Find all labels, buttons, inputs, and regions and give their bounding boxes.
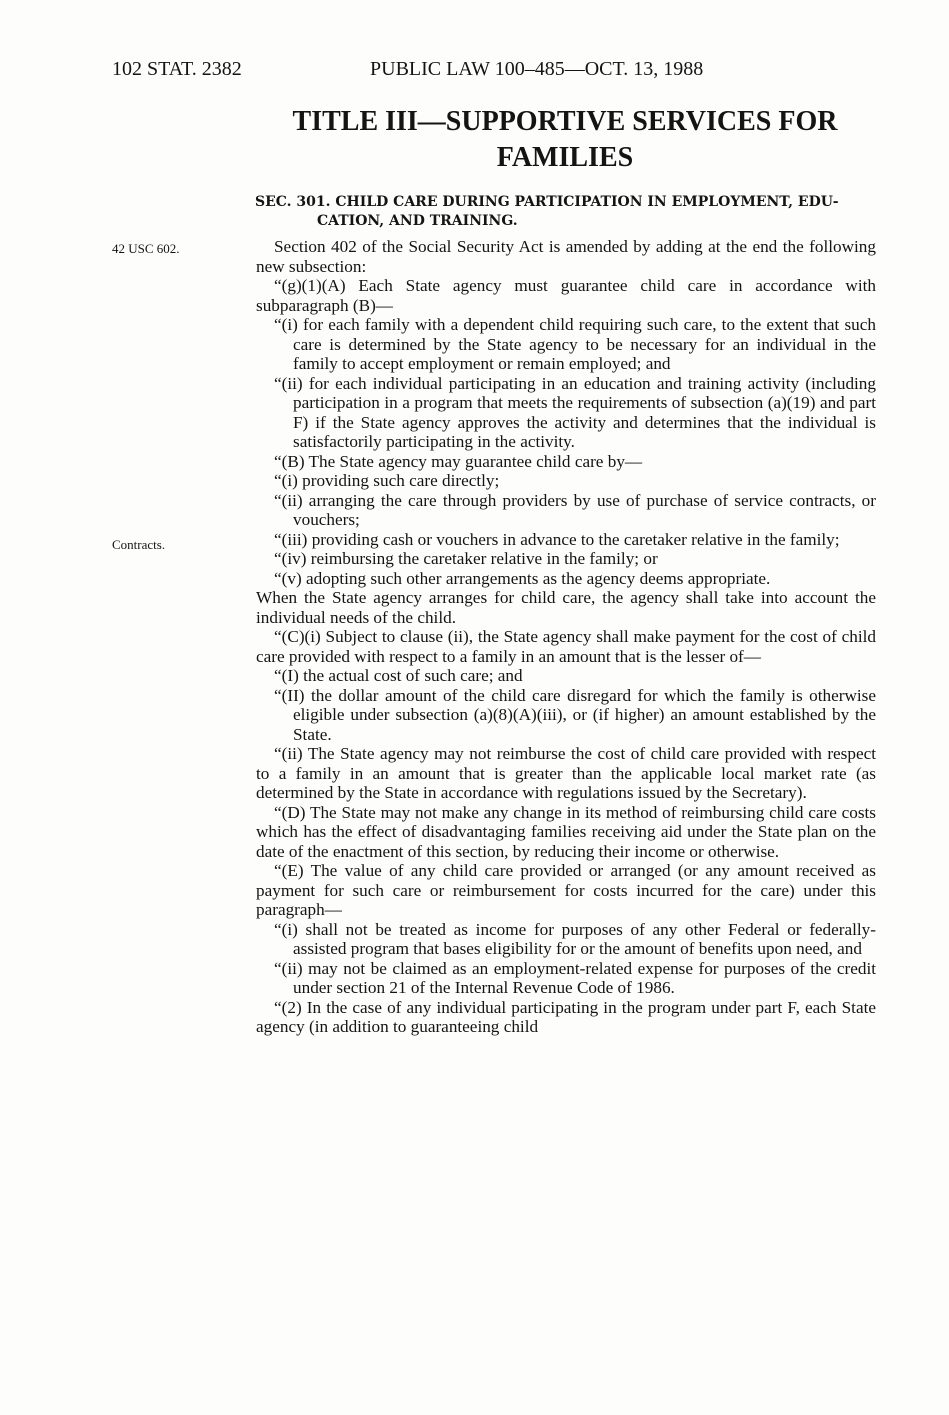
- page-reference: 102 STAT. 2382: [112, 58, 242, 80]
- clause-g1A-ii: “(ii) for each individual participating in an education and training activity (including participation in a program that meets the requirements of subsection (a)(19) and part F) if the State agency approves the activity and determines that the individual is satisfactorily participating in the activity.: [274, 373, 876, 451]
- margin-note-usc: 42 USC 602.: [112, 241, 180, 256]
- clause-g1A-i: “(i) for each family with a dependent child requiring such care, to the extent that such care is determined by the State agency to be necessary for an individual in the family to accept employment or remain employed; and: [274, 315, 876, 373]
- section-heading: [255, 193, 880, 231]
- title-line-1: TITLE III—SUPPORTIVE SERVICES FOR: [292, 106, 838, 137]
- law-reference: PUBLIC LAW 100–485—OCT. 13, 1988: [370, 58, 704, 80]
- section-heading-line-2: CATION, AND TRAINING.: [317, 213, 518, 229]
- paragraph-g1E: “(E) The value of any child care provided or arranged (or any amount received as payment for such care or reimbursement for costs incurred for the care) under this paragraph—: [256, 861, 876, 919]
- clause-g1B-iii: “(iii) providing cash or vouchers in advance to the caretaker relative in the family;: [274, 529, 840, 549]
- margin-note-contracts: Contracts.: [112, 537, 166, 552]
- title-heading: [260, 104, 870, 176]
- subclause-II: “(II) the dollar amount of the child care disregard for which the family is otherwise eligible under subsection (a)(8)(A)(iii), or (if higher) an amount established by the State.: [274, 685, 876, 744]
- paragraph-g1B: “(B) The State agency may guarantee child care by—: [274, 451, 643, 471]
- title-line-2: FAMILIES: [496, 142, 634, 173]
- paragraph-g1D: “(D) The State may not make any change in its method of reimbursing child care costs which has the effect of disadvantaging families receiving aid under the State plan on the date of the enactment of this section, by reducing their income or otherwise.: [256, 802, 876, 861]
- clause-g1B-i: “(i) providing such care directly;: [274, 471, 500, 490]
- paragraph-g1C-i: “(C)(i) Subject to clause (ii), the State agency shall make payment for the cost of child care provided with respect to a family in an amount that is the lesser of—: [256, 627, 876, 666]
- clause-g1B-iv: “(iv) reimbursing the caretaker relative in the family; or: [274, 549, 658, 568]
- section-heading-line-1: SEC. 301. CHILD CARE DURING PARTICIPATION IN EMPLOYMENT, EDU-: [255, 194, 839, 210]
- paragraph-g1C-ii: “(ii) The State agency may not reimburse the cost of child care provided with respect to a family in an amount that is greater than the applicable local market rate (as determined by the State in accordance with regulations issued by the Secretary).: [256, 744, 876, 802]
- clause-g1E-i: “(i) shall not be treated as income for purposes of any other Federal or federally-assisted program that bases eligibility for or the amount of benefits upon need, and: [274, 919, 876, 958]
- paragraph-g1A: “(g)(1)(A) Each State agency must guarantee child care in accordance with subparagraph (B)—: [256, 276, 876, 315]
- subclause-I: “(I) the actual cost of such care; and: [274, 666, 523, 685]
- clause-g1B-ii: “(ii) arranging the care through providers by use of purchase of service contracts, or vouchers;: [274, 490, 876, 529]
- paragraph-child-needs: When the State agency arranges for child care, the agency shall take into account the individual needs of the child.: [256, 588, 876, 627]
- paragraph-g2: “(2) In the case of any individual participating in the program under part F, each State agency (in addition to guaranteeing child: [256, 997, 876, 1036]
- clause-g1E-ii: “(ii) may not be claimed as an employment-related expense for purposes of the credit under section 21 of the Internal Revenue Code of 1986.: [274, 958, 876, 997]
- clause-g1B-v: “(v) adopting such other arrangements as the agency deems appropriate.: [274, 568, 771, 588]
- paragraph-intro: Section 402 of the Social Security Act is amended by adding at the end the following new subsection:: [256, 237, 876, 276]
- body-text: [256, 237, 876, 1037]
